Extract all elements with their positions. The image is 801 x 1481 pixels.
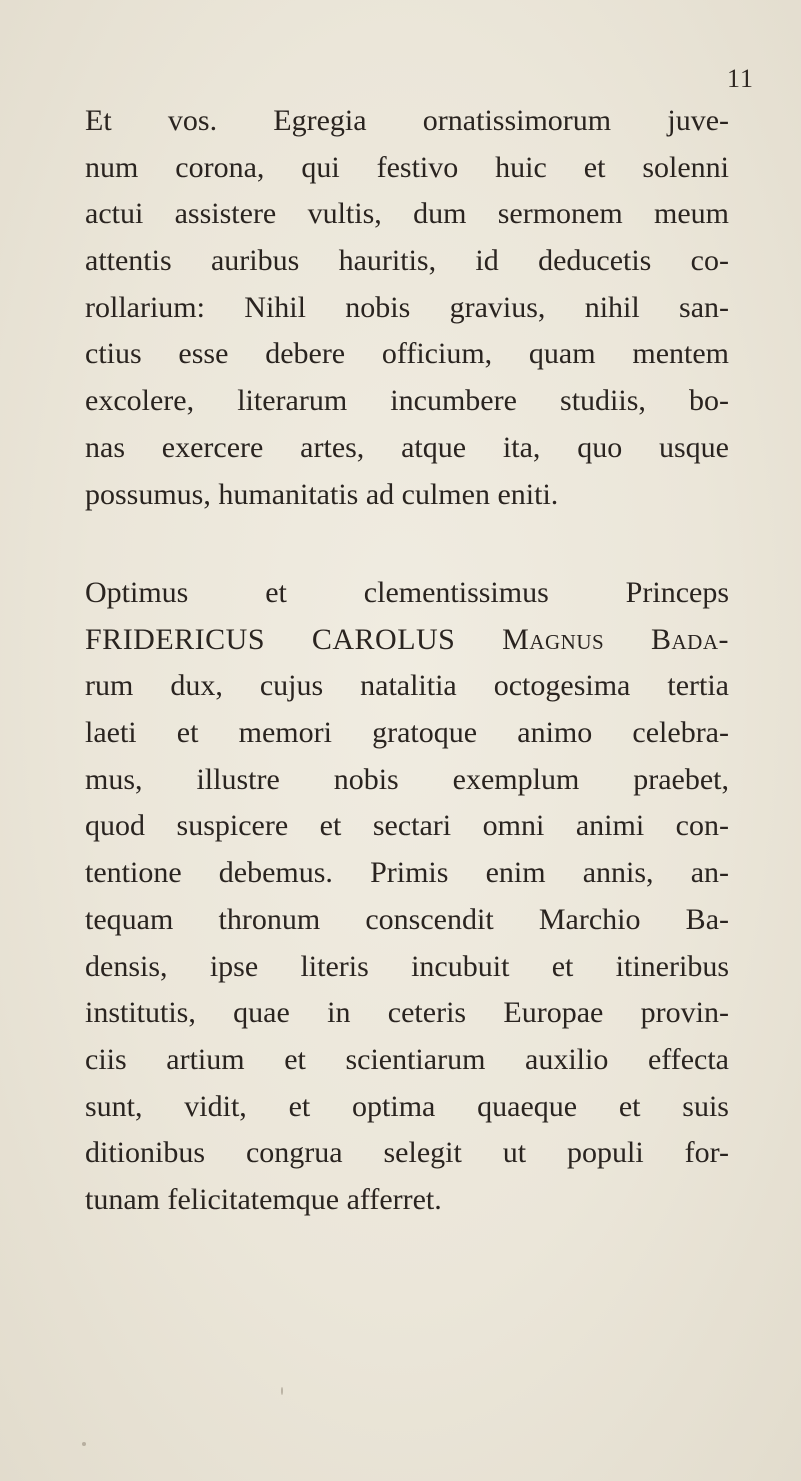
text-line: actui assistere vultis, dum sermonem meum: [85, 197, 729, 231]
text-line: tequam thronum conscendit Marchio Ba-: [85, 902, 729, 936]
text-line: rollarium: Nihil nobis gravius, nihil san-: [85, 290, 729, 324]
text-line: Optimus et clementissimus Princeps: [85, 576, 729, 609]
text-line: institutis, quae in ceteris Europae provin-: [85, 996, 729, 1030]
text-line: num corona, qui festivo huic et solenni: [85, 150, 729, 184]
ink-speck: [82, 1442, 86, 1446]
text-line: densis, ipse literis incubuit et itineribus: [85, 949, 729, 983]
text-line: ciis artium et scientiarum auxilio effecta: [85, 1042, 729, 1076]
text-line: tentione debemus. Primis enim annis, an-: [85, 856, 729, 890]
text-line: rum dux, cujus natalitia octogesima tertia: [85, 669, 729, 703]
text-line: quod suspicere et sectari omni animi con-: [85, 809, 729, 843]
ink-speck: [281, 1387, 283, 1395]
text-line: excolere, literarum incumbere studiis, bo-: [85, 384, 729, 418]
text-line: mus, illustre nobis exemplum praebet,: [85, 762, 729, 796]
text-line: ctius esse debere officium, quam mentem: [85, 337, 729, 371]
text-line: nas exercere artes, atque ita, quo usque: [85, 430, 729, 464]
text-line: ditionibus congrua selegit ut populi for-: [85, 1136, 729, 1170]
text-line: possumus, humanitatis ad culmen eniti.: [85, 477, 559, 511]
text-line: tunam felicitatemque afferret.: [85, 1182, 442, 1216]
text-line: laeti et memori gratoque animo celebra-: [85, 716, 729, 750]
page-number: 11: [727, 64, 755, 93]
text-line: sunt, vidit, et optima quaeque et suis: [85, 1089, 729, 1123]
text-line: attentis auribus hauritis, id deducetis co-: [85, 244, 729, 278]
paragraph-2: [85, 570, 729, 1224]
paragraph-1: [85, 98, 729, 518]
text-line: FRIDERICUS CAROLUS Magnus Bada-: [85, 622, 729, 656]
text-line: Et vos. Egregia ornatissimorum juve-: [85, 104, 729, 137]
